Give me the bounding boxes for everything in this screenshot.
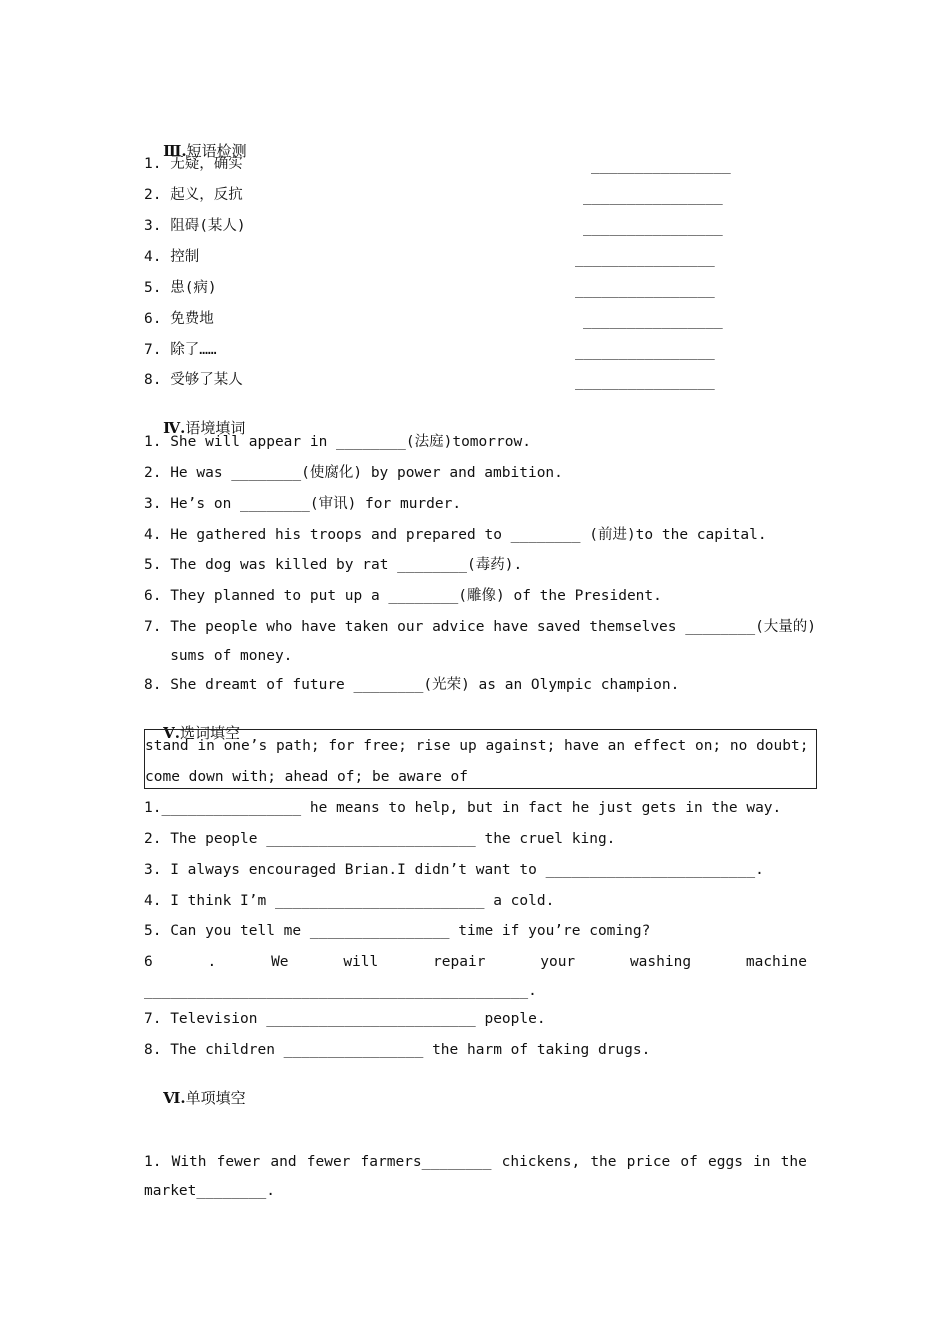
phrase-blank-5[interactable]: ________________: [575, 282, 715, 298]
phrase-blank-2[interactable]: ________________: [583, 189, 723, 205]
phrase-item-2: 2. 起义，反抗: [144, 187, 243, 203]
fill-item-1: 1.________________ he means to help, but in fact he just gets in the way.: [144, 800, 782, 816]
fill-item-8: 8. The children ________________ the harm of taking drugs.: [144, 1042, 651, 1058]
phrase-item-7: 7. 除了……: [144, 342, 217, 358]
phrase-item-6: 6. 免费地: [144, 311, 214, 327]
mc-question-1-word: With: [171, 1154, 207, 1170]
phrase-blank-7[interactable]: ________________: [575, 344, 715, 360]
section-6-number: Ⅵ.: [163, 1089, 186, 1107]
fill-item-6-word: your: [540, 954, 576, 970]
fill-item-6: [144, 953, 807, 971]
context-item-1: 1. She will appear in ________(法庭)tomorrow.: [144, 434, 531, 450]
phrase-blank-6[interactable]: ________________: [583, 313, 723, 329]
fill-item-6-word: 6: [144, 954, 153, 970]
fill-item-3: 3. I always encouraged Brian.I didn’t want to ________________________.: [144, 862, 764, 878]
phrase-item-8: 8. 受够了某人: [144, 372, 243, 388]
mc-question-1-word: the: [780, 1154, 807, 1170]
phrase-blank-4[interactable]: ________________: [575, 251, 715, 267]
fill-item-6-word: We: [271, 954, 289, 970]
section-3-title: 短语检测: [186, 142, 247, 160]
phrase-blank-8[interactable]: ________________: [575, 374, 715, 390]
phrase-item-5: 5. 患(病): [144, 280, 217, 296]
fill-item-6-word: machine: [745, 954, 807, 970]
fill-item-6-word: will: [343, 954, 379, 970]
mc-question-1-word: fewer: [216, 1154, 261, 1170]
mc-question-1-word: chickens,: [501, 1154, 581, 1170]
phrase-blank-3[interactable]: ________________: [583, 220, 723, 236]
mc-question-1-word: of: [680, 1154, 698, 1170]
word-bank-line-1: stand in one’s path; for free; rise up against; have an effect on; no doubt;: [145, 738, 809, 754]
section-6-heading: [144, 1071, 246, 1125]
section-5-title: 选词填空: [179, 724, 240, 742]
context-item-7: 7. The people who have taken our advice have saved themselves ________(大量的): [144, 619, 817, 635]
mc-question-1-word: and: [270, 1154, 297, 1170]
section-5-number: Ⅴ.: [163, 724, 180, 742]
context-item-5: 5. The dog was killed by rat ________(毒药).: [144, 557, 523, 573]
context-item-7-cont: sums of money.: [144, 648, 293, 664]
section-3-number: Ⅲ.: [163, 142, 187, 160]
fill-item-6-word: repair: [433, 954, 486, 970]
section-4-number: Ⅳ.: [163, 419, 186, 437]
mc-question-1-word: fewer: [306, 1154, 351, 1170]
phrase-item-4: 4. 控制: [144, 249, 200, 265]
fill-item-6-blank: ____________________________________________.: [144, 983, 537, 999]
word-bank-line-2: come down with; ahead of; be aware of: [145, 769, 469, 785]
section-4-title: 语境填词: [185, 419, 246, 437]
mc-question-1-word: the: [590, 1154, 617, 1170]
fill-item-4: 4. I think I’m ________________________ a cold.: [144, 893, 555, 909]
context-item-4: 4. He gathered his troops and prepared to ________ (前进)to the capital.: [144, 527, 767, 543]
mc-question-1-word: farmers________: [360, 1154, 492, 1170]
context-item-6: 6. They planned to put up a ________(雕像) of the President.: [144, 588, 662, 604]
phrase-item-3: 3. 阻碍(某人): [144, 218, 246, 234]
section-6-title: 单项填空: [185, 1089, 246, 1107]
fill-item-2: 2. The people ________________________ the cruel king.: [144, 831, 616, 847]
fill-item-5: 5. Can you tell me ________________ time if you’re coming?: [144, 923, 651, 939]
fill-item-6-word: .: [207, 954, 217, 970]
mc-question-1-cont: market________.: [144, 1183, 275, 1199]
context-item-3: 3. He’s on ________(审讯) for murder.: [144, 496, 462, 512]
word-bank-box: [144, 729, 817, 789]
mc-question-1: [144, 1153, 807, 1171]
mc-question-1-word: eggs: [708, 1154, 743, 1170]
fill-item-7: 7. Television ________________________ people.: [144, 1011, 546, 1027]
context-item-8: 8. She dreamt of future ________(光荣) as an Olympic champion.: [144, 677, 680, 693]
mc-question-1-word: 1.: [144, 1154, 162, 1170]
context-item-2: 2. He was ________(使腐化) by power and ambition.: [144, 465, 563, 481]
fill-item-6-word: washing: [629, 954, 692, 970]
phrase-item-1: 1. 无疑，确实: [144, 156, 243, 172]
mc-question-1-word: in: [753, 1154, 771, 1170]
phrase-blank-1[interactable]: ________________: [591, 158, 731, 174]
mc-question-1-word: price: [626, 1154, 671, 1170]
